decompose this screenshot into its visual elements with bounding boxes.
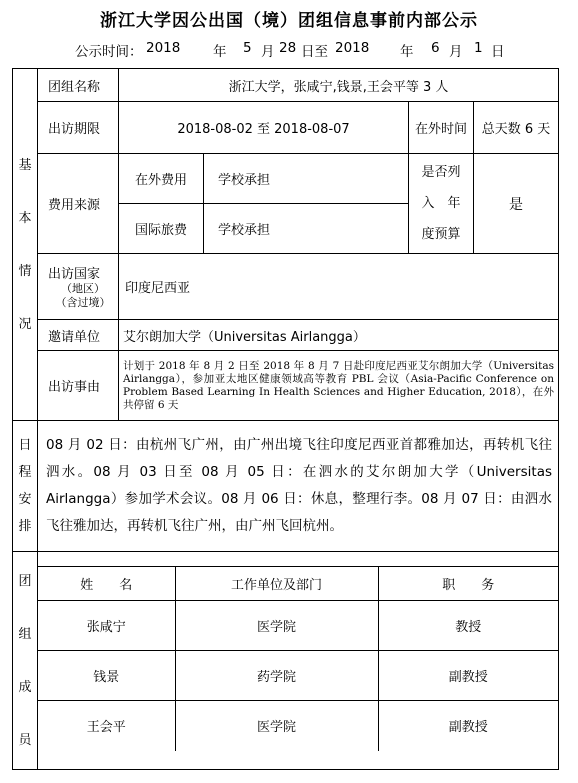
start-month: 5 xyxy=(243,40,252,56)
budget-value: 是 xyxy=(474,154,559,254)
reason-value: 计划于 2018 年 8 月 2 日至 2018 年 8 月 7 日赴印度尼西亚艾尔朗加大学（Universitas Airlangga），参加亚太地区健康领域高等教育 PBL 会议（Asia-Pacific Conference on Problem Based Learning In Health Sciences and Higher Education, 2018），在外共停留 6 天 xyxy=(119,351,559,421)
member-unit: 药学院 xyxy=(175,651,378,701)
start-year-unit: 年 xyxy=(213,44,227,60)
reason-label: 出访事由 xyxy=(38,351,119,421)
section-members: 团 组 成 员 xyxy=(13,552,38,770)
start-day-unit: 日至 xyxy=(301,44,328,60)
group-name-value: 浙江大学，张咸宁,钱景,王会平等 3 人 xyxy=(119,69,559,102)
period-value: 2018-08-02 至 2018-08-07 xyxy=(119,102,409,154)
member-title: 副教授 xyxy=(378,651,558,701)
member-name: 钱景 xyxy=(38,651,175,701)
group-name-label: 团组名称 xyxy=(38,69,119,102)
end-year-unit: 年 xyxy=(400,44,414,60)
header-title: 职 务 xyxy=(378,567,558,601)
funding-label: 费用来源 xyxy=(38,154,119,254)
member-name: 王会平 xyxy=(38,701,175,751)
info-table xyxy=(12,68,559,770)
table-row xyxy=(38,651,558,701)
budget-label: 是否列 入 年 度预算 xyxy=(409,154,474,254)
end-day: 1 xyxy=(474,40,483,56)
abroad-cost-value: 学校承担 xyxy=(204,154,409,204)
members-table xyxy=(38,566,558,751)
abroad-time-value: 总天数 6 天 xyxy=(474,102,559,154)
country-label: 出访国家 （地区） （含过境） xyxy=(38,254,119,320)
end-year: 2018 xyxy=(335,40,370,56)
invite-value: 艾尔朗加大学（Universitas Airlangga） xyxy=(119,320,559,351)
abroad-time-label: 在外时间 xyxy=(409,102,474,154)
invite-label: 邀请单位 xyxy=(38,320,119,351)
start-month-unit: 月 xyxy=(261,44,275,60)
table-row xyxy=(38,701,558,751)
section-schedule: 日 程 安 排 xyxy=(13,421,38,552)
end-month: 6 xyxy=(431,40,440,56)
member-name: 张咸宁 xyxy=(38,601,175,651)
member-unit: 医学院 xyxy=(175,701,378,751)
members-cell xyxy=(38,552,559,770)
period-label: 出访期限 xyxy=(38,102,119,154)
intl-travel-label: 国际旅费 xyxy=(119,204,204,254)
end-month-unit: 月 xyxy=(449,44,463,60)
intl-travel-value: 学校承担 xyxy=(204,204,409,254)
country-value: 印度尼西亚 xyxy=(119,254,559,320)
member-title: 教授 xyxy=(378,601,558,651)
member-unit: 医学院 xyxy=(175,601,378,651)
abroad-cost-label: 在外费用 xyxy=(119,154,204,204)
notice-time-label: 公示时间： xyxy=(75,44,143,60)
table-row xyxy=(38,601,558,651)
section-basic: 基 本 情 况 xyxy=(13,69,38,421)
start-year: 2018 xyxy=(146,40,181,56)
page-title: 浙江大学因公出国（境）团组信息事前内部公示 xyxy=(100,11,478,31)
start-day: 28 xyxy=(279,40,297,56)
header-name: 姓 名 xyxy=(38,567,175,601)
member-title: 副教授 xyxy=(378,701,558,751)
end-day-unit: 日 xyxy=(491,44,505,60)
schedule-text: 08 月 02 日：由杭州飞广州，由广州出境飞往印度尼西亚首都雅加达，再转机飞往泗水。08 月 03 日至 08 月 05 日：在泗水的艾尔朗加大学（Universitas Airlangga）参加学术会议。08 月 06 日：休息，整理行李。08 月 07 日：由泗水飞往雅加达，再转机飞往广州，由广州飞回杭州。 xyxy=(38,421,559,552)
header-unit: 工作单位及部门 xyxy=(175,567,378,601)
